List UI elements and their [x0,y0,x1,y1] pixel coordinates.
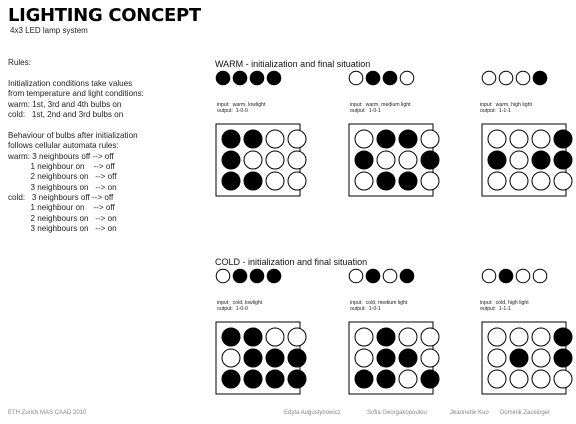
grid-bulb-on [532,151,550,169]
rules-line: warm: 1st, 3rd and 4th bulbs on [8,99,122,109]
footer-author: Dominik Zausinger [500,410,551,416]
case-output-text: output: 1-0-1 [350,108,381,115]
grid-bulb-on [488,151,506,169]
grid-bulb-off [399,328,417,346]
grid-bulb-on [244,130,262,148]
grid-bulb-off [222,349,240,367]
case-output-text: output: 1-0-1 [350,306,381,313]
grid-bulb-on [244,349,262,367]
page-subtitle: 4x3 LED lamp system [10,26,88,35]
case-input-text: input: cold, high light [480,300,529,306]
grid-bulb-on [399,172,417,190]
grid-bulb-off [244,151,262,169]
grid-bulb-off [266,151,284,169]
grid-bulb-off [510,172,528,190]
init-bulb-on [366,71,380,85]
grid-bulb-off [377,151,395,169]
grid-bulb-on [288,370,306,388]
grid-bulb-on [377,349,395,367]
grid-bulb-off [288,151,306,169]
grid-bulb-off [288,172,306,190]
init-bulb-off [349,71,363,85]
grid-bulb-off [488,172,506,190]
grid-bulb-on [399,349,417,367]
grid-bulb-on [554,349,572,367]
init-bulb-off [533,269,547,283]
grid-bulb-off [421,328,439,346]
grid-bulb-off [399,370,417,388]
init-bulb-on [533,71,547,85]
grid-bulb-on [554,130,572,148]
init-bulb-off [482,71,496,85]
grid-bulb-on [377,172,395,190]
init-bulb-on [267,269,281,283]
init-bulb-on [267,71,281,85]
grid-bulb-on [554,328,572,346]
grid-bulb-off [355,130,373,148]
rules-line: follows cellular automata rules: [8,141,119,151]
grid-bulb-off [288,328,306,346]
case-input-text: input: warm, high light [480,102,532,108]
init-bulb-on [250,269,264,283]
grid-bulb-on [355,151,373,169]
init-bulb-on [383,71,397,85]
grid-bulb-on [222,370,240,388]
rules-line: Initialization conditions take values [8,78,133,88]
rules-line: Rules: [8,58,31,67]
grid-bulb-off [510,151,528,169]
grid-bulb-off [488,130,506,148]
grid-bulb-off [554,370,572,388]
init-bulb-off [516,71,530,85]
grid-bulb-off [532,130,550,148]
grid-bulb-on [222,151,240,169]
footer-author: Jeannette Kuo [450,410,489,416]
grid-bulb-off [421,349,439,367]
init-bulb-off [516,269,530,283]
grid-bulb-off [421,130,439,148]
init-bulb-on [216,71,230,85]
footer-author: Sofia Georgakopoulou [367,410,427,416]
grid-bulb-off [510,328,528,346]
grid-bulb-off [510,130,528,148]
init-bulb-on [400,269,414,283]
grid-bulb-off [421,172,439,190]
grid-bulb-on [421,370,439,388]
grid-bulb-off [532,172,550,190]
init-bulb-off [216,269,230,283]
grid-bulb-off [266,328,284,346]
grid-bulb-on [421,151,439,169]
grid-bulb-on [266,370,284,388]
cold-section-heading: COLD - initialization and final situation [215,257,368,267]
footer-author: Edyta Augustynowicz [284,410,341,416]
grid-bulb-off [532,328,550,346]
grid-bulb-off [355,349,373,367]
grid-bulb-off [488,370,506,388]
grid-bulb-on [288,349,306,367]
grid-bulb-off [288,130,306,148]
grid-bulb-on [355,370,373,388]
grid-bulb-off [488,328,506,346]
rules-line: cold: 3 neighbours off --> off [8,193,114,203]
rules-line: cold: 1st, 2nd and 3rd bulbs on [8,109,124,119]
grid-bulb-on [377,130,395,148]
rules-line: warm: 3 neighbours off --> off [8,151,114,161]
case-output-text: output: 1-0-0 [217,108,248,115]
case-output-text: output: 1-1-1 [480,306,511,313]
init-bulb-off [383,269,397,283]
grid-bulb-off [488,349,506,367]
init-bulb-off [349,269,363,283]
case-input-text: input: warm, lowlight [217,102,266,108]
grid-bulb-off [399,151,417,169]
grid-bulb-off [532,349,550,367]
init-bulb-on [233,269,247,283]
grid-bulb-on [377,328,395,346]
grid-bulb-on [510,349,528,367]
grid-bulb-off [355,328,373,346]
footer-institution: ETH Zurich MAS CAAD 2010 [8,410,87,416]
init-bulb-on [233,71,247,85]
case-output-text: output: 1-0-0 [217,306,248,313]
case-input-text: input: cold, medium light [350,300,408,306]
rules-line: from temperature and light conditions: [8,89,144,99]
rules-line: 2 neighbours on --> off [8,172,117,182]
grid-bulb-on [222,130,240,148]
grid-bulb-on [244,328,262,346]
grid-bulb-on [222,328,240,346]
init-bulb-on [366,269,380,283]
grid-bulb-off [510,370,528,388]
init-bulb-on [499,269,513,283]
grid-bulb-on [554,151,572,169]
grid-bulb-on [399,130,417,148]
case-input-text: input: cold, lowlight [217,300,263,306]
grid-bulb-off [266,130,284,148]
init-bulb-off [482,269,496,283]
rules-line: 1 neighbour on --> off [8,203,115,213]
rules-line: 2 neighbours on --> on [8,213,117,223]
case-input-text: input: warm, medium light [350,102,411,108]
grid-bulb-off [532,370,550,388]
rules-line: 3 neighbours on --> on [8,224,117,234]
grid-bulb-off [554,172,572,190]
grid-bulb-on [266,349,284,367]
init-bulb-off [400,71,414,85]
init-bulb-on [250,71,264,85]
rules-line: 1 neighbour on --> off [8,161,115,171]
init-bulb-off [499,71,513,85]
grid-bulb-on [222,172,240,190]
grid-bulb-on [377,370,395,388]
page-title: LIGHTING CONCEPT [8,5,201,26]
case-output-text: output: 1-1-1 [480,108,511,115]
grid-bulb-on [244,370,262,388]
grid-bulb-off [355,172,373,190]
rules-line: Behaviour of bulbs after initialization [8,130,138,140]
grid-bulb-on [244,172,262,190]
rules-line: 3 neighbours on --> on [8,182,117,192]
grid-bulb-off [266,172,284,190]
warm-section-heading: WARM - initialization and final situation [215,59,371,69]
